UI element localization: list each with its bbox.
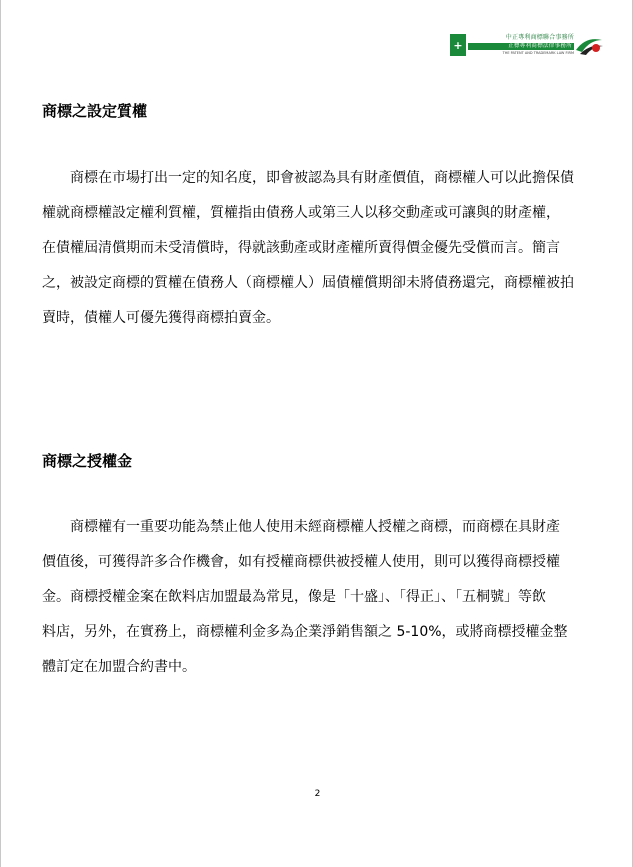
page-number: 2 [314, 789, 321, 799]
paragraph-line: 賣時，債權人可優先獲得商標拍賣金。 [42, 310, 280, 326]
logo-cross-icon: + [450, 34, 466, 56]
paragraph-line: 之，被設定商標的質權在債務人（商標權人）屆債權償期卻未將債務還完，商標權被拍 [42, 275, 574, 291]
paragraph-line: 權就商標權設定權利質權，質權指由債務人或第三人以移交動產或可讓與的財產權， [42, 205, 560, 221]
logo-firm-name: 中正專利商標聯合事務所 [505, 34, 574, 41]
paragraph-line: 金。商標授權金案在飲料店加盟最為常見，像是「十盛」、「得正」、「五桐號」等飲 [42, 589, 546, 605]
logo-swoosh-icon [574, 34, 604, 56]
logo-text [466, 34, 574, 56]
firm-logo [450, 34, 604, 56]
paragraph-license-fee [42, 510, 598, 685]
paragraph-line: 價值後，可獲得許多合作機會，如有授權商標供被授權人使用，則可以獲得商標授權 [42, 554, 560, 570]
logo-firm-name-secondary: 正標專利商標法律事務所 [468, 43, 574, 50]
section-title-license-fee: 商標之授權金 [42, 452, 133, 470]
paragraph-line: 料店，另外，在實務上，商標權利金多為企業淨銷售額之 5-10%，或將商標授權金整 [42, 624, 568, 640]
logo-english-name: THE PATENT AND TRADEMARK LAW FIRM [502, 51, 574, 55]
paragraph-line: 在債權屆清償期而未受清償時，得就該動產或財產權所賣得價金優先受償而言。簡言 [42, 240, 560, 256]
paragraph-line: 商標在市場打出一定的知名度，即會被認為具有財產價值，商標權人可以此擔保債 [42, 170, 574, 186]
paragraph-pledge [42, 161, 598, 336]
paragraph-line: 體訂定在加盟合約書中。 [42, 659, 196, 675]
section-title-pledge: 商標之設定質權 [42, 102, 148, 120]
paragraph-line: 商標權有一重要功能為禁止他人使用未經商標權人授權之商標，而商標在具財產 [42, 519, 560, 535]
